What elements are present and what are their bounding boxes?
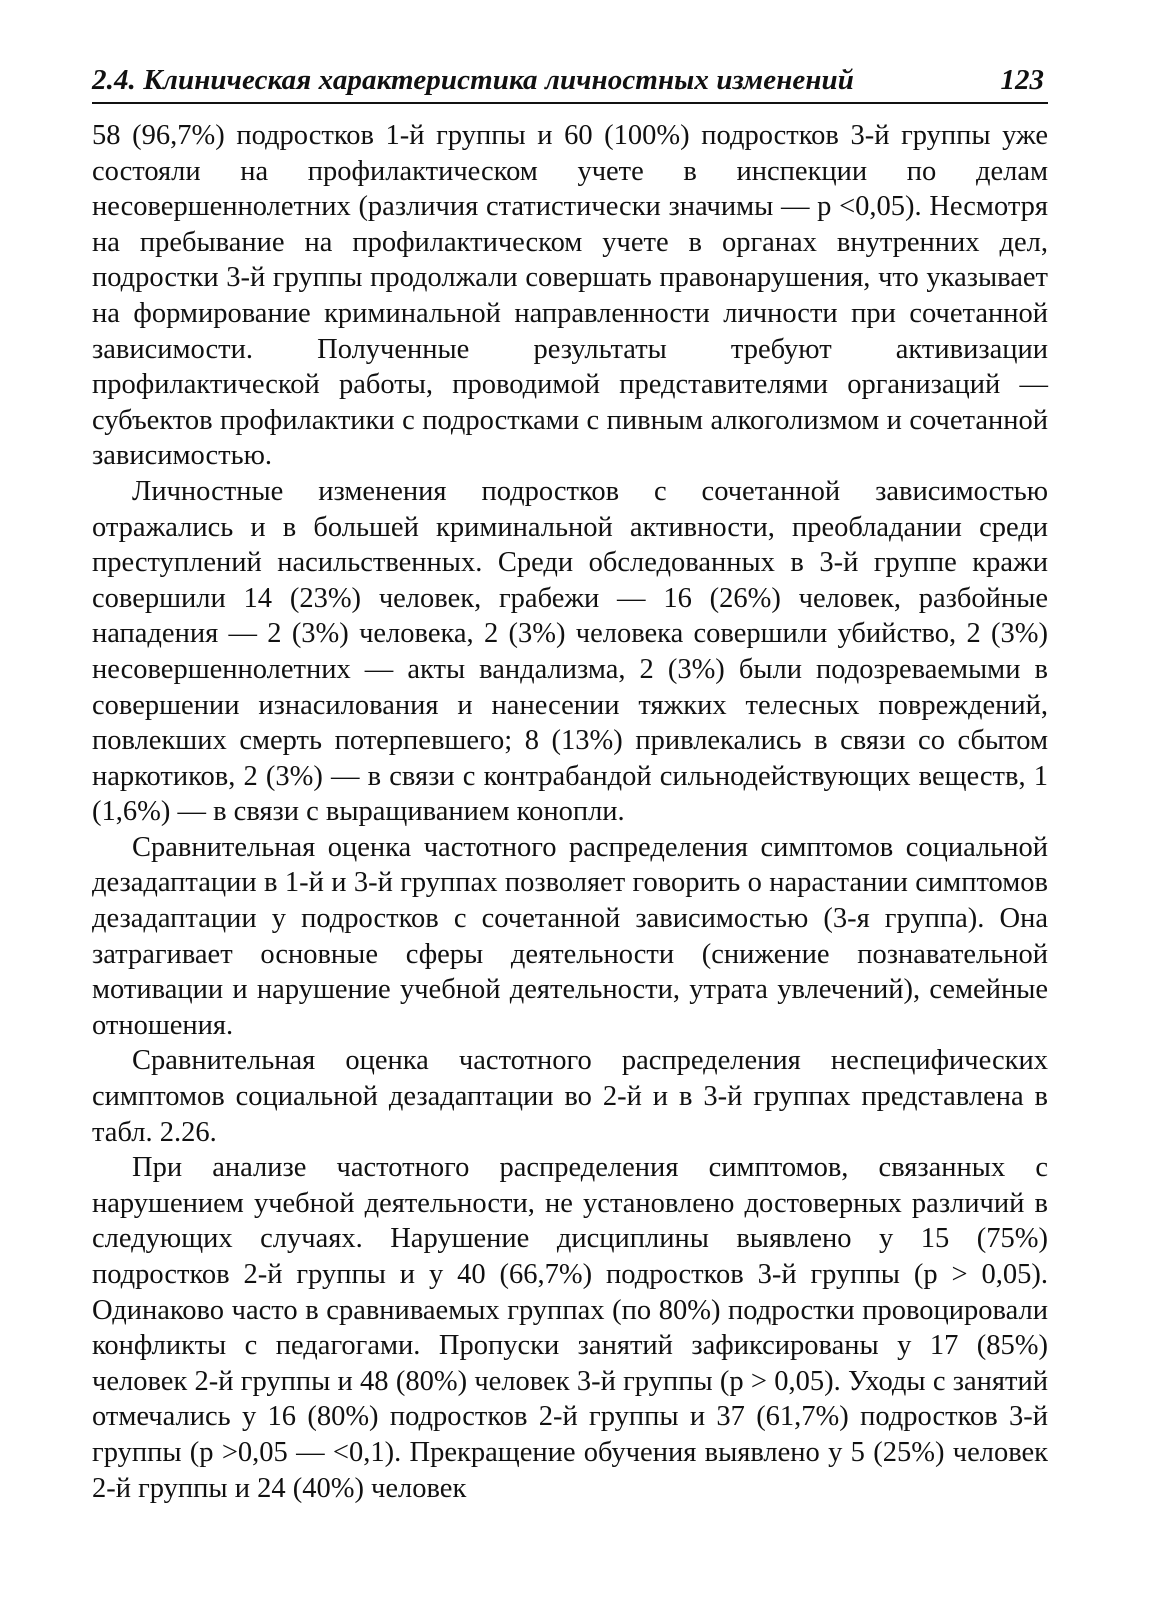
book-page [92, 62, 1048, 1506]
paragraph-2: Личностные изменения подростков с сочетанной зависимостью отражались и в большей криминальной активности, преобладании среди преступлений насильственных. Среди обследованных в 3-й группе кражи совершили 14 (23%) человек, грабежи — 16 (26%) человек, разбойные нападения — 2 (3%) человека, 2 (3%) человека совершили убийство, 2 (3%) несовершеннолетних — акты вандализма, 2 (3%) были подозреваемыми в совершении изнасилования и нанесении тяжких телесных повреждений, повлекших смерть потерпевшего; 8 (13%) привлекались в связи со сбытом наркотиков, 2 (3%) — в связи с контрабандой сильнодействующих веществ, 1 (1,6%) — в связи с выращиванием конопли. [92, 475, 1048, 828]
body-text [92, 118, 1048, 1506]
running-header [92, 62, 1048, 104]
paragraph-3: Сравнительная оценка частотного распределения симптомов социальной дезадаптации в 1-й и 3-й группах позволяет говорить о нарастании симптомов дезадаптации у подростков с сочетанной зависимостью (3-я группа). Она затрагивает основные сферы деятельности (снижение познавательной мотивации и нарушение учебной деятельности, утрата увлечений), семейные отношения. [92, 831, 1048, 1041]
paragraph-1: 58 (96,7%) подростков 1-й группы и 60 (100%) подростков 3-й группы уже состояли на профилактическом учете в инспекции по делам несовершеннолетних (различия статистически значимы — p <0,05). Несмотря на пребывание на профилактическом учете в органах внутренних дел, подростки 3-й группы продолжали совершать правонарушения, что указывает на формирование криминальной направленности личности при сочетанной зависимости. Полученные результаты требуют активизации профилактической работы, проводимой представителями организаций — субъектов профилактики с подростками с пивным алкоголизмом и сочетанной зависимостью. [92, 120, 1048, 472]
paragraph-5: При анализе частотного распределения симптомов, связанных с нарушением учебной деятельности, не установлено достоверных различий в следующих случаях. Нарушение дисциплины выявлено у 15 (75%) подростков 2-й группы и у 40 (66,7%) подростков 3-й группы (p > 0,05). Одинаково часто в сравниваемых группах (по 80%) подростки провоцировали конфликты с педагогами. Пропуски занятий зафиксированы у 17 (85%) человек 2-й группы и 48 (80%) человек 3-й группы (p > 0,05). Уходы с занятий отмечались у 16 (80%) подростков 2-й группы и 37 (61,7%) подростков 3-й группы (p >0,05 — <0,1). Прекращение обучения выявлено у 5 (25%) человек 2-й группы и 24 (40%) человек [92, 1152, 1048, 1504]
page-number: 123 [1000, 64, 1044, 96]
section-title: 2.4. Клиническая характеристика личностных изменений [92, 64, 855, 96]
paragraph-4: Сравнительная оценка частотного распределения неспецифических симптомов социальной дезадаптации во 2-й и в 3-й группах представлена в табл. 2.26. [92, 1045, 1048, 1148]
